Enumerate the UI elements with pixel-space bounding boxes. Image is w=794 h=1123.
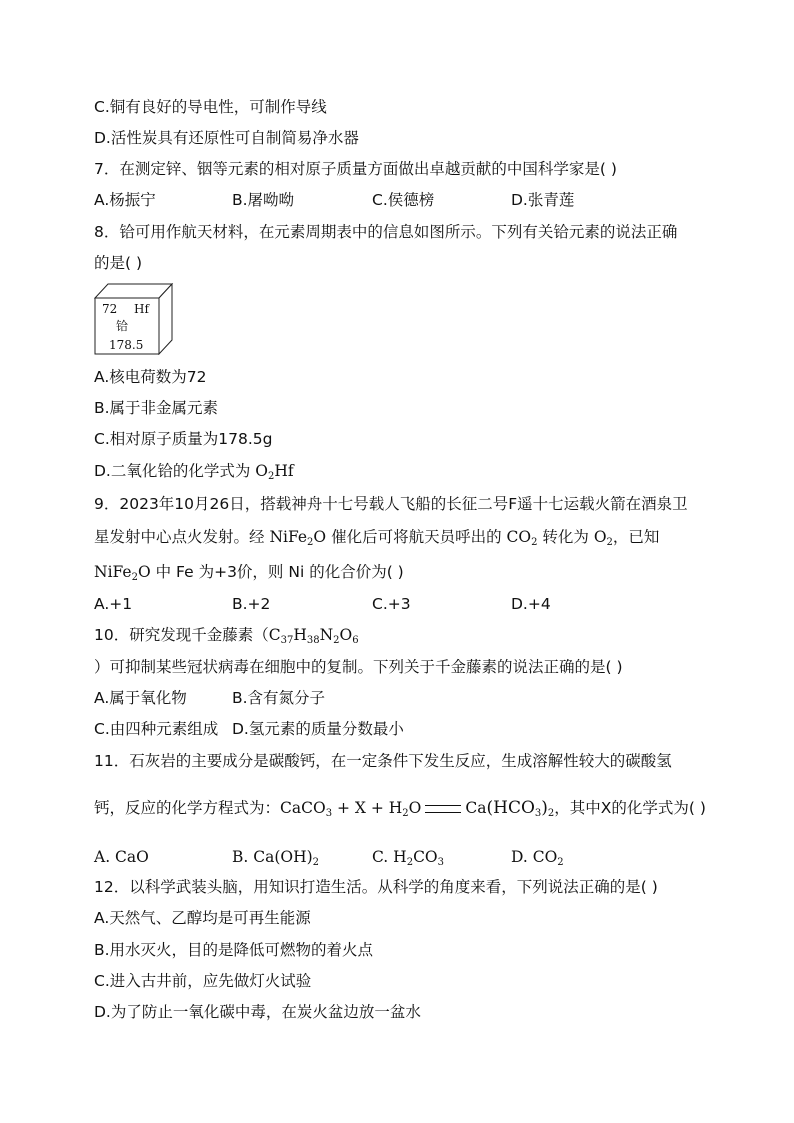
- formula-part: O: [339, 626, 353, 644]
- formula-subscript: 2: [547, 808, 555, 819]
- formula-subscript: 2: [406, 857, 414, 868]
- q10-option-c: C.由四种元素组成: [94, 720, 219, 738]
- formula-subscript: 2: [606, 537, 613, 548]
- q10-option-a: A.属于氧化物: [94, 689, 187, 707]
- q9-stem-line1: 9．2023年10月26日，搭载神舟十七号载人飞船的长征二号F遥十七运载火箭在酒泉卫: [94, 495, 688, 513]
- formula-c37h38n2o6: [269, 626, 359, 644]
- q8-stem-line1: 8．铪可用作航天材料，在元素周期表中的信息如图所示。下列有关铪元素的说法正确: [94, 223, 678, 241]
- text: ，已知: [612, 528, 660, 546]
- q10-stem-line1: [94, 625, 359, 645]
- formula-nife2o: [269, 528, 326, 546]
- formula-part: Ca: [465, 799, 487, 817]
- q11-option-b: [232, 847, 319, 867]
- element-atomic-mass: 178.5: [109, 338, 144, 352]
- element-symbol: Hf: [134, 302, 149, 316]
- text: 10．研究发现千金藤素（: [94, 626, 269, 644]
- q7-option-c: C.侯德榜: [372, 191, 435, 209]
- formula-subscript: 3: [325, 808, 333, 819]
- formula-part: (HCO: [486, 798, 535, 818]
- formula-subscript: 2: [402, 808, 409, 819]
- text: 星发射中心点火发射。经: [94, 528, 270, 546]
- q6-option-d: D.活性炭具有还原性可自制简易净水器: [94, 129, 359, 147]
- q8-option-b: B.属于非金属元素: [94, 399, 219, 417]
- q6-option-c: C.铜有良好的导电性，可制作导线: [94, 98, 327, 116]
- formula-part: Hf: [274, 462, 294, 480]
- formula-hfo2: [255, 462, 293, 480]
- q9-option-a: A.+1: [94, 595, 133, 613]
- element-tile-hafnium: [94, 283, 174, 355]
- element-atomic-number: 72: [102, 302, 118, 316]
- q11-option-c: [372, 847, 444, 867]
- formula-part: CO: [413, 848, 438, 866]
- q8-option-d-text: D.二氧化铪的化学式为: [94, 462, 256, 480]
- q7-stem: 7．在测定锌、铟等元素的相对原子质量方面做出卓越贡献的中国科学家是( ): [94, 160, 617, 178]
- formula-part: C: [268, 626, 281, 644]
- q9-stem-line3: [94, 562, 404, 582]
- formula-subscript: 2: [131, 572, 138, 583]
- formula-subscript: 37: [280, 635, 294, 646]
- q12-option-c: C.进入古井前，应先做灯火试验: [94, 972, 312, 990]
- formula-subscript: 2: [312, 857, 320, 868]
- text: 中 Fe 为+3价，则 Ni 的化合价为( ): [150, 563, 404, 581]
- formula-subscript: 3: [437, 857, 445, 868]
- equation-equals-sign: [425, 805, 461, 813]
- formula-subscript: 2: [333, 635, 340, 646]
- q7-option-a: A.杨振宁: [94, 191, 156, 209]
- q9-option-d: D.+4: [511, 595, 551, 613]
- formula-part: C. H: [372, 848, 407, 866]
- q9-option-b: B.+2: [232, 595, 271, 613]
- formula-subscript: 3: [534, 808, 542, 819]
- formula-part: O: [593, 528, 607, 546]
- formula-nife2o: [94, 563, 151, 581]
- formula-subscript: 2: [268, 471, 275, 482]
- text: 催化后可将航天员呼出的: [326, 528, 507, 546]
- formula-part: B. Ca(OH): [232, 848, 313, 866]
- formula-part: O: [313, 528, 327, 546]
- formula-part: O: [255, 462, 269, 480]
- element-name: 铪: [116, 319, 129, 333]
- q12-option-a: A.天然气、乙醇均是可再生能源: [94, 909, 311, 927]
- formula-part: CO: [506, 528, 532, 546]
- formula-part: ): [541, 798, 548, 818]
- formula-part: NiFe: [269, 528, 308, 546]
- text: 转化为: [537, 528, 594, 546]
- chemical-equation: [280, 799, 554, 817]
- q9-stem-line2: [94, 527, 659, 547]
- q11-option-a: A. CaO: [94, 848, 149, 866]
- formula-part: N: [319, 626, 334, 644]
- formula-subscript: 2: [557, 857, 564, 868]
- formula-part: H: [293, 626, 307, 644]
- q10-option-d: D.氢元素的质量分数最小: [232, 720, 404, 738]
- q9-option-c: C.+3: [372, 595, 411, 613]
- formula-part: + X + H: [332, 799, 403, 817]
- q12-option-d: D.为了防止一氧化碳中毒，在炭火盆边放一盆水: [94, 1003, 421, 1021]
- formula-subscript: 6: [352, 635, 359, 646]
- formula-part: O: [408, 799, 422, 817]
- formula-subscript: 38: [306, 635, 320, 646]
- q11-stem-line2: [94, 798, 706, 818]
- q12-option-b: B.用水灭火，目的是降低可燃物的着火点: [94, 941, 374, 959]
- q8-option-a: A.核电荷数为72: [94, 368, 207, 386]
- formula-co2: [507, 528, 538, 546]
- q8-option-c: C.相对原子质量为178.5g: [94, 430, 273, 448]
- q10-stem-line2: ）可抑制某些冠状病毒在细胞中的复制。下列关于千金藤素的说法正确的是( ): [94, 658, 623, 676]
- q8-stem-line2: 的是( ): [94, 254, 143, 272]
- q10-option-b: B.含有氮分子: [232, 689, 326, 707]
- q8-option-d: [94, 461, 294, 481]
- formula-o2: [594, 528, 613, 546]
- formula-part: NiFe: [94, 563, 132, 581]
- formula-subscript: 2: [307, 537, 314, 548]
- formula-part: O: [137, 563, 151, 581]
- text: 钙，反应的化学方程式为：: [94, 799, 281, 817]
- q7-option-b: B.屠呦呦: [232, 191, 295, 209]
- formula-part: CaCO: [280, 799, 326, 817]
- formula-part: D. CO: [511, 848, 558, 866]
- text: ，其中X的化学式为( ): [554, 799, 706, 817]
- q7-option-d: D.张青莲: [511, 191, 575, 209]
- q12-stem: 12．以科学武装头脑，用知识打造生活。从科学的角度来看，下列说法正确的是( ): [94, 878, 658, 896]
- q11-option-d: [511, 847, 564, 867]
- formula-subscript: 2: [531, 537, 538, 548]
- q11-stem-line1: 11．石灰岩的主要成分是碳酸钙，在一定条件下发生反应，生成溶解性较大的碳酸氢: [94, 752, 672, 770]
